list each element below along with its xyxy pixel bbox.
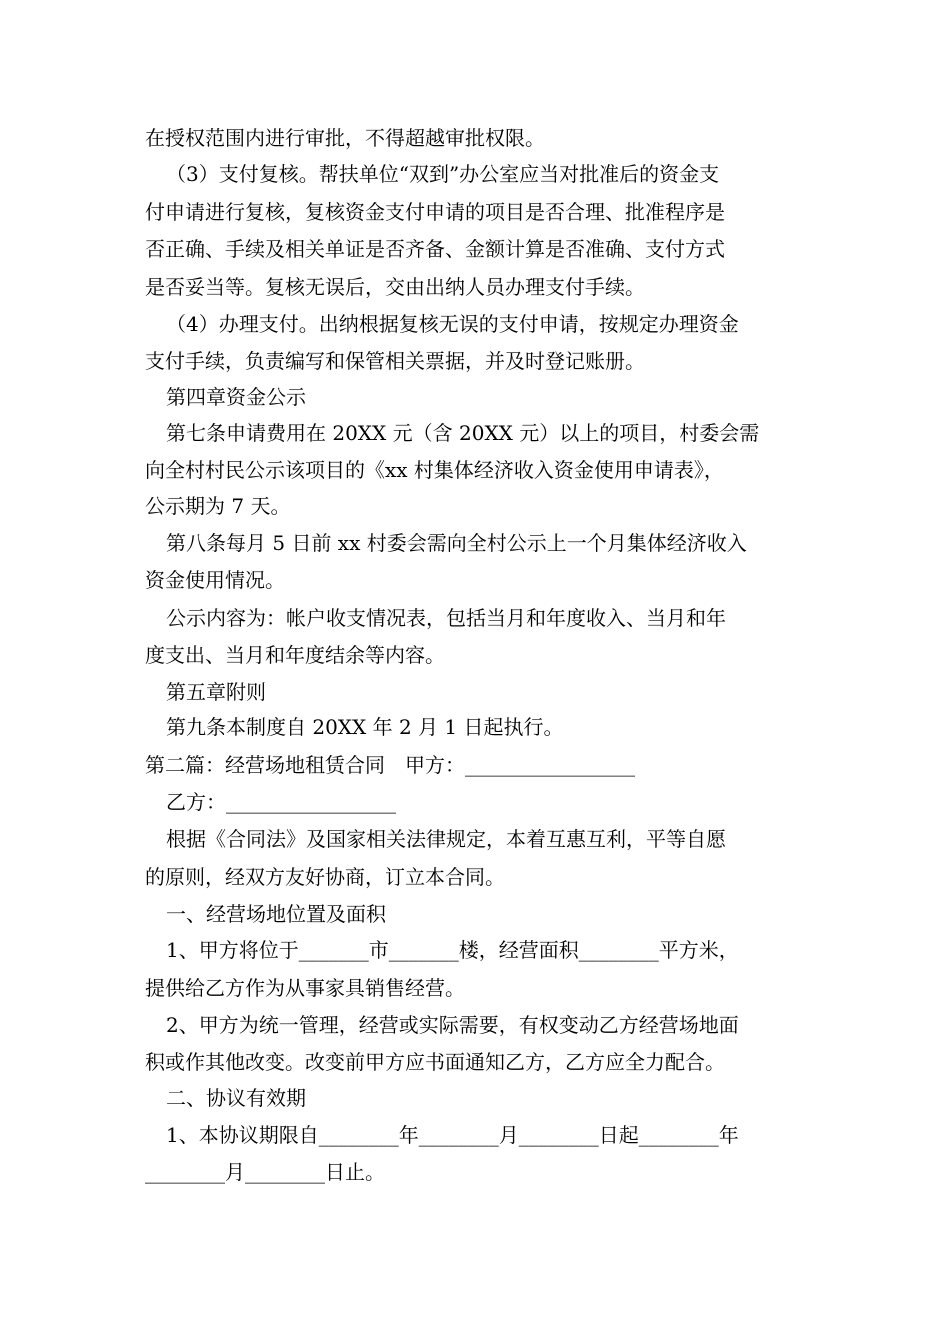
text-line: 公示期为 7 天。 <box>145 494 291 518</box>
text-line: 的原则，经双方友好协商，订立本合同。 <box>145 865 505 889</box>
text-line: 第九条本制度自 20XX 年 2 月 1 日起执行。 <box>166 715 564 739</box>
section-heading: 二、协议有效期 <box>166 1086 306 1110</box>
text-line: 付申请进行复核，复核资金支付申请的项目是否合理、批准程序是 <box>145 200 725 224</box>
contract-title: 第二篇：经营场地租赁合同 甲方：_________________ <box>145 753 635 777</box>
text-line: 是否妥当等。复核无误后，交由出纳人员办理支付手续。 <box>145 275 645 299</box>
text-line: 1、甲方将位于_______市_______楼，经营面积________平方米， <box>166 938 739 962</box>
text-line: 公示内容为：帐户收支情况表，包括当月和年度收入、当月和年 <box>166 606 726 630</box>
section-heading: 第五章附则 <box>166 680 266 704</box>
text-line: 第七条申请费用在 20XX 元（含 20XX 元）以上的项目，村委会需 <box>166 421 760 445</box>
text-line: （4）办理支付。出纳根据复核无误的支付申请，按规定办理资金 <box>166 312 739 336</box>
text-line: 根据《合同法》及国家相关法律规定，本着互惠互利，平等自愿 <box>166 827 726 851</box>
text-line: 在授权范围内进行审批，不得超越审批权限。 <box>145 126 545 150</box>
text-line: ________月________日止。 <box>145 1160 385 1184</box>
text-line: （3）支付复核。帮扶单位“双到”办公室应当对批准后的资金支 <box>166 162 720 186</box>
text-line: 资金使用情况。 <box>145 568 285 592</box>
text-line: 否正确、手续及相关单证是否齐备、金额计算是否准确、支付方式 <box>145 237 725 261</box>
text-line: 提供给乙方作为从事家具销售经营。 <box>145 976 465 1000</box>
text-line: 积或作其他改变。改变前甲方应书面通知乙方，乙方应全力配合。 <box>145 1050 725 1074</box>
party-b-line: 乙方：_________________ <box>166 790 396 814</box>
section-heading: 一、经营场地位置及面积 <box>166 902 386 926</box>
text-line: 1、本协议期限自________年________月________日起________年 <box>166 1123 739 1147</box>
text-line: 2、甲方为统一管理，经营或实际需要，有权变动乙方经营场地面 <box>166 1013 739 1037</box>
section-heading: 第四章资金公示 <box>166 385 306 409</box>
text-line: 度支出、当月和年度结余等内容。 <box>145 643 445 667</box>
text-line: 向全村村民公示该项目的《xx 村集体经济收入资金使用申请表》， <box>145 458 724 482</box>
text-line: 第八条每月 5 日前 xx 村委会需向全村公示上一个月集体经济收入 <box>166 531 747 555</box>
text-line: 支付手续，负责编写和保管相关票据，并及时登记账册。 <box>145 349 645 373</box>
